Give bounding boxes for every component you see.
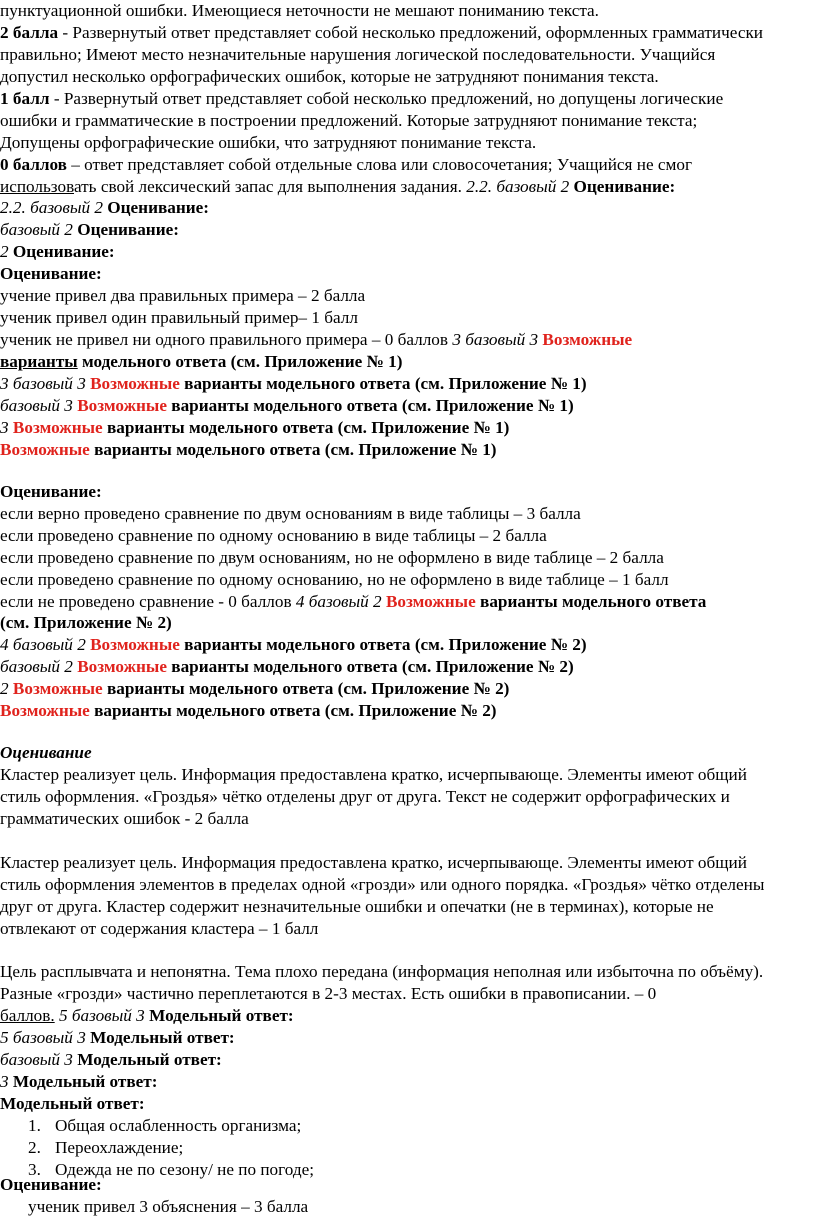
text-line: ученик привел один правильный пример– 1 балл: [0, 308, 358, 327]
text-line: Цель расплывчата и непонятна. Тема плохо передана (информация неполная или избыточна по объёму).: [0, 962, 764, 981]
text-line: Кластер реализует цель. Информация предоставлена кратко, исчерпывающе. Элементы имеют общий: [0, 853, 747, 872]
text-line: грамматических ошибок - 2 балла: [0, 809, 249, 828]
text-line: если проведено сравнение по одному основанию, но не оформлено в виде таблице – 1 балл: [0, 570, 669, 589]
text-line: если проведено сравнение по одному основанию в виде таблицы – 2 балла: [0, 526, 547, 545]
section-heading: Оценивание:: [0, 482, 102, 501]
text-line: базовый 3 Возможные варианты модельного ответа (см. Приложение № 1): [0, 396, 574, 415]
text-line: 4 базовый 2 Возможные варианты модельного ответа (см. Приложение № 2): [0, 635, 587, 654]
text-line: 5 базовый 3 Модельный ответ:: [0, 1028, 235, 1047]
text-line: 2 Возможные варианты модельного ответа (см. Приложение № 2): [0, 679, 510, 698]
text-line: использовать свой лексический запас для выполнения задания. 2.2. базовый 2 Оценивание:: [0, 177, 676, 196]
text-line: стиль оформления элементов в пределах одной «грозди» или одного порядка. «Гроздья» чётко отделены: [0, 875, 765, 894]
text-line: 2.2. базовый 2 Оценивание:: [0, 198, 210, 217]
text-line: Допущены орфографические ошибки, что затрудняют понимание текста.: [0, 133, 537, 152]
text-line: ошибки и грамматические в построении предложений. Которые затрудняют понимание текста;: [0, 111, 698, 130]
score-label: 0 баллов: [0, 155, 67, 174]
text-line: учение привел два правильных примера – 2 балла: [0, 286, 366, 305]
criterion-0-points: 0 баллов – ответ представляет собой отдельные слова или словосочетания; Учащийся не смог: [0, 155, 693, 174]
text-line: если верно проведено сравнение по двум основаниям в виде таблицы – 3 балла: [0, 504, 581, 523]
text-line: пунктуационной ошибки. Имеющиеся неточности не мешают пониманию текста.: [0, 1, 599, 20]
criterion-1-point: 1 балл - Развернутый ответ представляет собой несколько предложений, но допущены логические: [0, 89, 724, 108]
score-label: 1 балл: [0, 89, 50, 108]
text-line: допустил несколько орфографических ошибок, которые не затрудняют понимания текста.: [0, 67, 659, 86]
text-line: правильно; Имеют место незначительные нарушения логической последовательности. Учащийся: [0, 45, 716, 64]
text-line: 3 Возможные варианты модельного ответа (см. Приложение № 1): [0, 418, 510, 437]
text-line: стиль оформления. «Гроздья» чётко отделены друг от друга. Текст не содержит орфографических и: [0, 787, 730, 806]
text-line: 3 Модельный ответ:: [0, 1072, 158, 1091]
text-line: Возможные варианты модельного ответа (см. Приложение № 1): [0, 440, 497, 459]
section-heading: Оценивание:: [0, 1175, 102, 1194]
text-line: Разные «грозди» частично переплетаются в 2-3 местах. Есть ошибки в правописании. – 0: [0, 984, 657, 1003]
text-line: ученик привел 3 объяснения – 3 балла: [28, 1197, 309, 1216]
section-heading: Оценивание: [0, 743, 92, 762]
text-line: варианты модельного ответа (см. Приложение № 1): [0, 352, 403, 371]
text-line: 2 Оценивание:: [0, 242, 115, 261]
text-line: если проведено сравнение по двум основаниям, но не оформлено в виде таблице – 2 балла: [0, 548, 664, 567]
section-heading: Оценивание:: [0, 264, 102, 283]
text-line: базовый 3 Модельный ответ:: [0, 1050, 222, 1069]
text-line: Кластер реализует цель. Информация предоставлена кратко, исчерпывающе. Элементы имеют общий: [0, 765, 747, 784]
text-line: ученик не привел ни одного правильного примера – 0 баллов 3 базовый 3 Возможные: [0, 330, 633, 349]
text-line: отвлекают от содержания кластера – 1 балл: [0, 919, 319, 938]
text-line: базовый 2 Возможные варианты модельного ответа (см. Приложение № 2): [0, 657, 574, 676]
text-line: (см. Приложение № 2): [0, 613, 172, 632]
text-line: Возможные варианты модельного ответа (см. Приложение № 2): [0, 701, 497, 720]
score-label: 2 балла: [0, 23, 59, 42]
section-heading: Модельный ответ:: [0, 1094, 145, 1113]
text-line: если не проведено сравнение - 0 баллов 4 базовый 2 Возможные варианты модельного ответа: [0, 592, 707, 611]
document-page: пунктуационной ошибки. Имеющиеся неточности не мешают пониманию текста. 2 балла - Развернутый ответ представляет собой несколько предложений, оформленных грамматически правильно; Имеют место незначительные нарушения логической последовательности. Учащийся допустил несколько орфографических ошибок, которые не затрудняют понимания текста. 1 балл - Развернутый ответ представляет собой несколько предложений, но допущены логические ошибки и грамматические в построении предложений. Которые затрудняют понимание текста; Допущены орфографические ошибки, что затрудняют понимание текста. 0 баллов – ответ представляет собой отдельные слова или словосочетания; Учащийся не смог использовать свой лексический запас для выполнения задания. 2.2. базовый 2 Оценивание: 2.2. базовый 2 Оценивание: базовый 2 Оценивание: 2 Оценивание: Оценивание: учение привел два правильных примера – 2 балла ученик привел один правильный пример– 1 балл ученик не привел ни одного правильного примера – 0 баллов 3 базовый 3 Возможные варианты модельного ответа (см. Приложение № 1) 3 базовый 3 Возможные варианты модельного ответа (см. Приложение № 1) базовый 3 Возможные варианты модельного ответа (см. Приложение № 1) 3 Возможные варианты модельного ответа (см. Приложение № 1) Возможные варианты модельного ответа (см. Приложение № 1) Оценивание: если верно проведено сравнение по двум основаниям в виде таблицы – 3 балла если проведено сравнение по одному основанию в виде таблицы – 2 балла если проведено сравнение по двум основаниям, но не оформлено в виде таблице – 2 балла если проведено сравнение по одному основанию, но не оформлено в виде таблице – 1 балл если не проведено сравнение - 0 баллов 4 базовый 2 Возможные варианты модельного ответа (см. Приложение № 2) 4 базовый 2 Возможные варианты модельного ответа (см. Приложение № 2) базовый 2 Возможные варианты модельного ответа (см. Приложение № 2) 2 Возможные варианты модельного ответа (см. Приложение № 2) Возможные варианты модельного ответа (см. Приложение № 2) Оценивание Кластер реализует цель. Информация предоставлена кратко, исчерпывающе. Элементы имеют общий стиль оформления. «Гроздья» чётко отделены друг от друга. Текст не содержит орфографических и грамматических ошибок - 2 балла Кластер реализует цель. Информация предоставлена кратко, исчерпывающе. Элементы имеют общий стиль оформления элементов в пределах одной «грозди» или одного порядка. «Гроздья» чётко отделены друг от друга. Кластер содержит незначительные ошибки и опечатки (не в терминах), которые не отвлекают от содержания кластера – 1 балл Цель расплывчата и непонятна. Тема плохо передана (информация неполная или избыточна по объёму). Разные «грозди» частично переплетаются в 2-3 местах. Есть ошибки в правописании. – 0 баллов. 5 базовый 3 Модельный ответ: 5 базовый 3 Модельный ответ: базовый 3 Модельный ответ: 3 Модельный ответ: Модельный ответ: 1. Общая ослабленность организма; 2. Переохлаждение; 3. Одежда не по сезону/ не по погоде; Оценивание: ученик привел 3 объяснения – 3 балла: [0, 1, 765, 1216]
criterion-2-points: 2 балла - Развернутый ответ представляет собой несколько предложений, оформленных грамматически: [0, 23, 764, 42]
text-line: баллов. 5 базовый 3 Модельный ответ:: [0, 1006, 294, 1025]
text-line: базовый 2 Оценивание:: [0, 220, 179, 239]
text-line: друг от друга. Кластер содержит незначительные ошибки и опечатки (не в терминах), которые не: [0, 897, 714, 916]
text-line: 3 базовый 3 Возможные варианты модельного ответа (см. Приложение № 1): [0, 374, 587, 393]
